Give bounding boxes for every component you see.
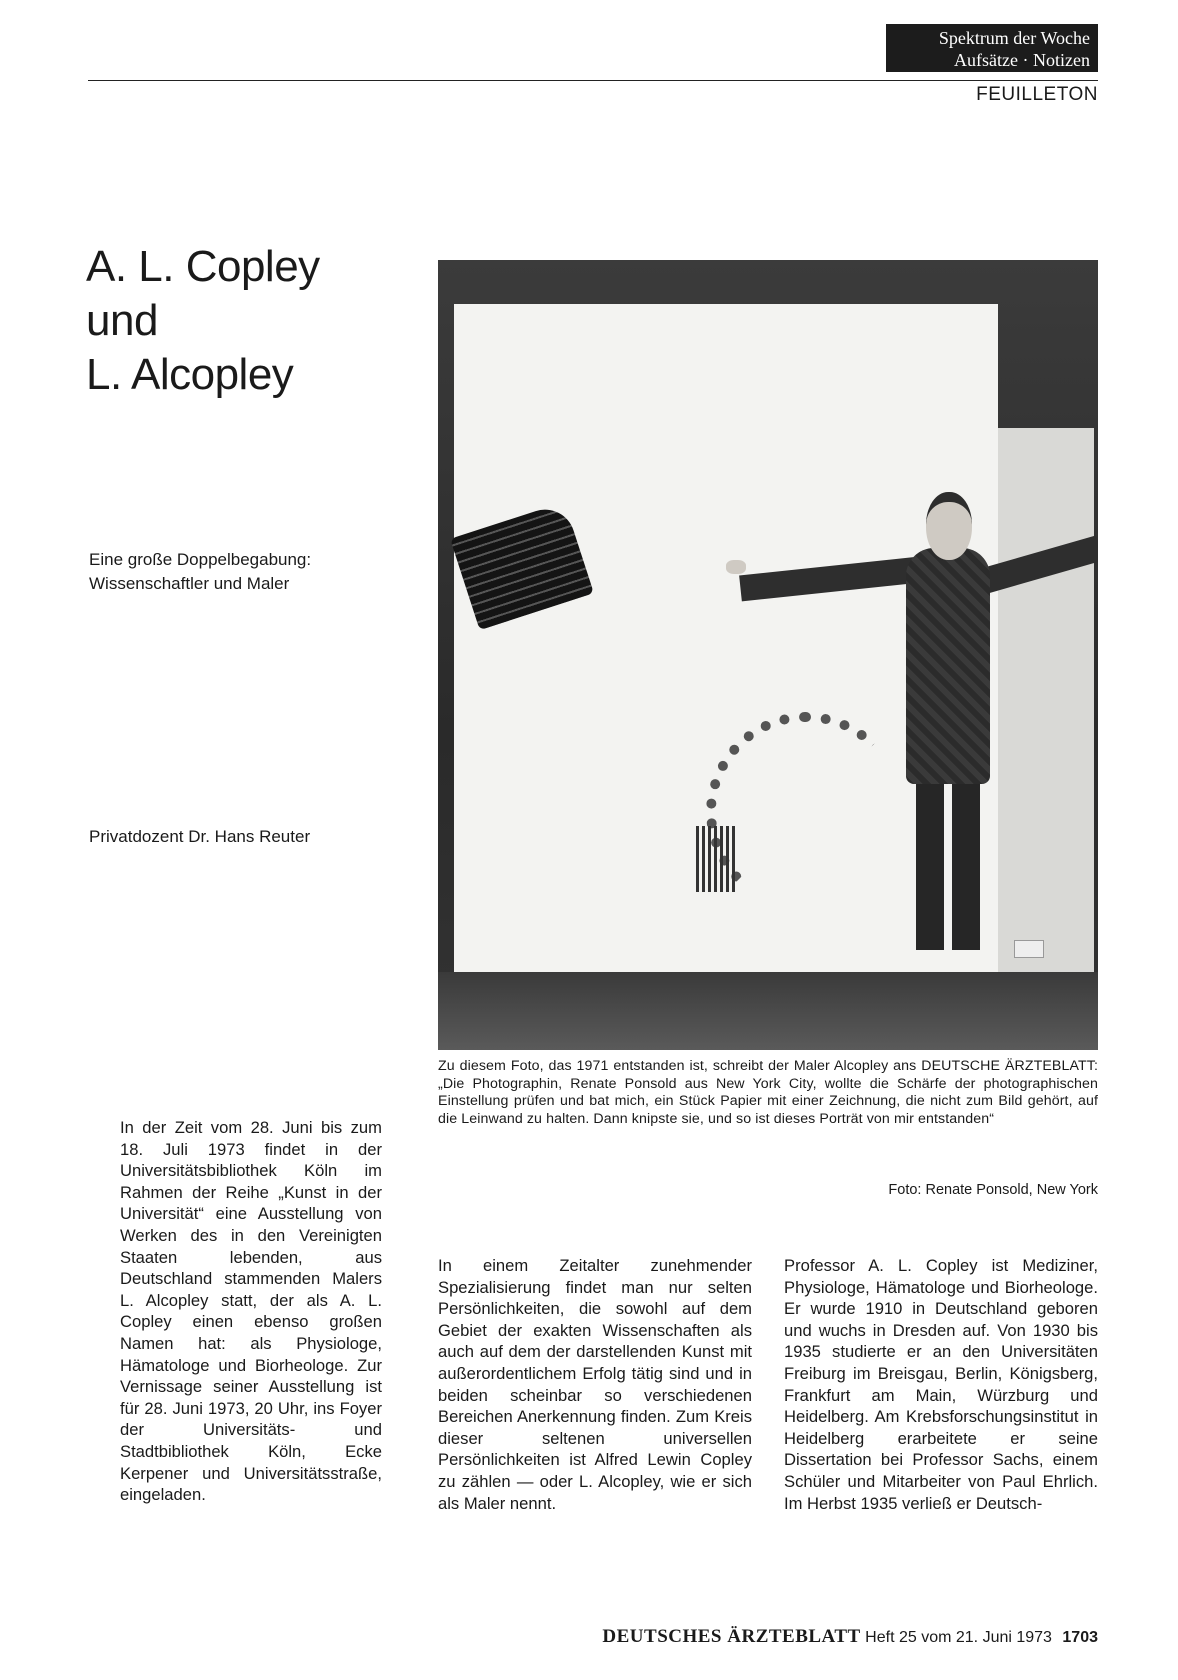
article-author: Privatdozent Dr. Hans Reuter [89, 827, 311, 846]
page-footer [602, 1626, 1098, 1648]
intro-paragraph: In der Zeit vom 28. Juni bis zum 18. Juli 1973 findet in der Universitätsbibliothek Köln im Rahmen der Reihe „Kunst in der Universität“ eine Ausstellung von Werken des in den Vereinigten Staaten lebenden, aus Deutschland stammenden Malers L. Alcopley statt, der als A. L. Copley einen ebenso großen Namen hat: als Physiologe, Hämatologe und Biorheologe. Zur Vernissage seiner Ausstellung ist für 28. Juni 1973, 20 Uhr, ins Foyer der Universitäts- und Stadtbibliothek Köln, Ecke Kerpener und Universitätsstraße, eingeladen. [120, 1118, 382, 1505]
photo-person-hand [726, 560, 746, 574]
article-title-line-2: und [86, 296, 158, 345]
section-label: FEUILLETON [976, 84, 1098, 105]
photo-caption: Zu diesem Foto, das 1971 entstanden ist, schreibt der Maler Alcopley ans DEUTSCHE ÄRZTEBLATT: „Die Photographin, Renate Ponsold aus New York City, wollte die Schärfe der photographischen Einstellung prüfen und bat mich, ein Stück Papier mit einer Zeichnung, die nicht zum Bild gehört, auf die Leinwand zu halten. Dann knipste sie, und so ist dieses Porträt von mir entstanden“ [438, 1058, 1098, 1127]
section-badge-line-2: Aufsätze · Notizen [954, 50, 1090, 70]
photo-credit: Foto: Renate Ponsold, New York [888, 1182, 1098, 1198]
body-column-3: Professor A. L. Copley ist Mediziner, Physiologe, Hämatologe und Biorheologe. Er wurde 1910 in Deutschland geboren und wuchs in Dresden auf. Von 1930 bis 1935 studierte er an den Universitäten Freiburg im Breisgau, Berlin, Königsberg, Frankfurt am Main, Würzburg und Heidelberg. Am Krebsforschungsinstitut in Heidelberg erarbeitete er seine Dissertation bei Professor Sachs, einem Schüler und Mitarbeiter von Paul Ehrlich. Im Herbst 1935 verließ er Deutsch- [784, 1256, 1098, 1513]
section-badge-line-1: Spektrum der Woche [938, 28, 1090, 48]
photo-person-torso [906, 548, 990, 784]
section-badge [886, 24, 1098, 72]
page-number: 1703 [1062, 1629, 1098, 1646]
article-subtitle [89, 548, 419, 596]
article-title-line-1: A. L. Copley [86, 242, 320, 291]
photo-person-leg [916, 780, 944, 950]
photo-brushstroke-smudge [696, 826, 738, 892]
photo-person-head [926, 492, 972, 560]
article-subtitle-line-1: Eine große Doppelbegabung: [89, 550, 312, 569]
article-title [86, 240, 426, 402]
photo-wall-outlet [1014, 940, 1044, 958]
photo-background-canvas [998, 428, 1094, 988]
journal-name: DEUTSCHES ÄRZTEBLATT [602, 1626, 861, 1647]
photo-person-leg [952, 780, 980, 950]
photo-floor [438, 972, 1098, 1050]
issue-info: Heft 25 vom 21. Juni 1973 [865, 1629, 1052, 1646]
artist-photo [438, 260, 1098, 1050]
article-subtitle-line-2: Wissenschaftler und Maler [89, 574, 290, 593]
body-column-2: In einem Zeitalter zunehmender Spezialisierung findet man nur selten Persönlichkeiten, die sowohl auf dem Gebiet der exakten Wissenschaften als auch auf dem der darstellenden Kunst mit außerordentlichem Erfolg tätig sind und in beiden scheinbar so verschiedenen Bereichen Anerkennung finden. Zum Kreis dieser seltenen universellen Persönlichkeiten ist Alfred Lewin Copley zu zählen — oder L. Alcopley, wie er sich als Maler nennt. [438, 1256, 752, 1513]
article-title-line-3: L. Alcopley [86, 350, 294, 399]
header-rule [88, 80, 1098, 81]
